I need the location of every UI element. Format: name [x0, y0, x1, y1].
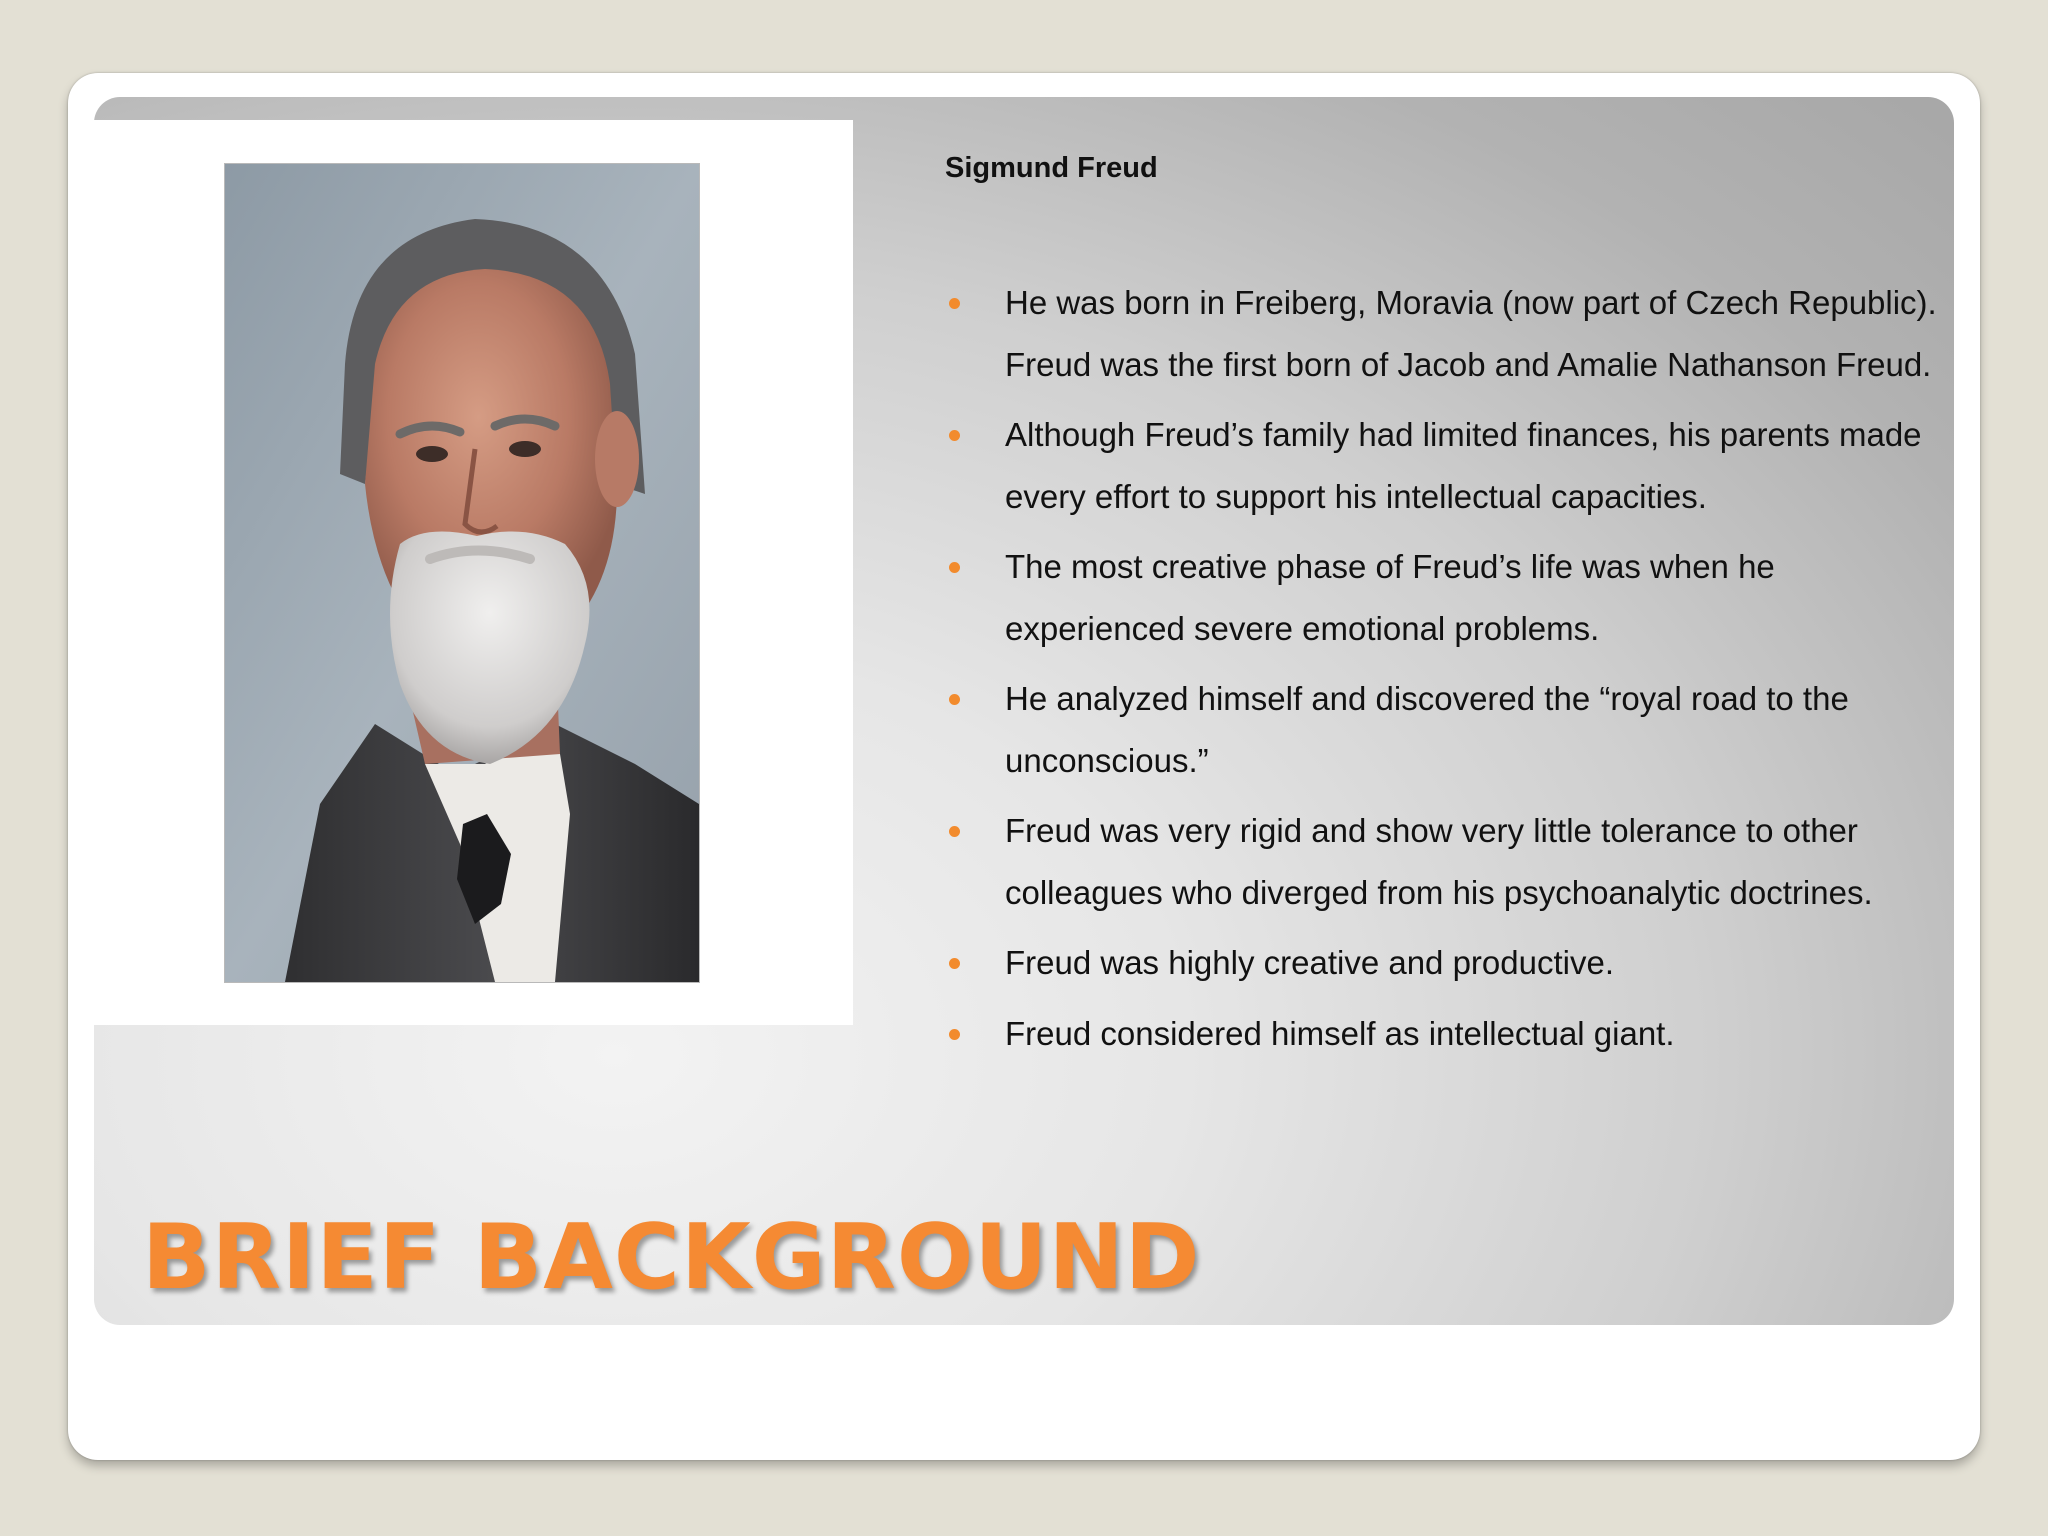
bullet-item — [945, 800, 1955, 923]
bullet-dot-icon — [949, 694, 960, 705]
bullet-item — [945, 932, 1955, 994]
bullet-text: Freud was highly creative and productive. — [1005, 944, 1614, 981]
bullet-item — [945, 668, 1955, 791]
bullet-text: Although Freud’s family had limited finances, his parents made every effort to support his intellectual capacities. — [1005, 416, 1922, 515]
bullet-list — [945, 272, 1955, 1073]
bullet-text: Freud was very rigid and show very little tolerance to other colleagues who diverged from his psychoanalytic doctrines. — [1005, 812, 1873, 911]
bullet-item — [945, 1003, 1955, 1065]
bullet-dot-icon — [949, 298, 960, 309]
portrait-image — [224, 163, 700, 983]
bullet-text: He analyzed himself and discovered the “royal road to the unconscious.” — [1005, 680, 1849, 779]
bullet-text: He was born in Freiberg, Moravia (now part of Czech Republic). Freud was the first born of Jacob and Amalie Nathanson Freud. — [1005, 284, 1937, 383]
bullet-item — [945, 536, 1955, 659]
bullet-item — [945, 404, 1955, 527]
bullet-text: The most creative phase of Freud’s life was when he experienced severe emotional problems. — [1005, 548, 1775, 647]
bullet-dot-icon — [949, 958, 960, 969]
slide-title: BRIEF BACKGROUND — [142, 1205, 1201, 1310]
bullet-dot-icon — [949, 1029, 960, 1040]
bullet-item — [945, 272, 1955, 395]
bullet-text: Freud considered himself as intellectual giant. — [1005, 1014, 1675, 1052]
bullet-dot-icon — [949, 430, 960, 441]
speaker-name: Sigmund Freud — [945, 152, 1158, 184]
bullet-dot-icon — [949, 826, 960, 837]
bullet-dot-icon — [949, 562, 960, 573]
